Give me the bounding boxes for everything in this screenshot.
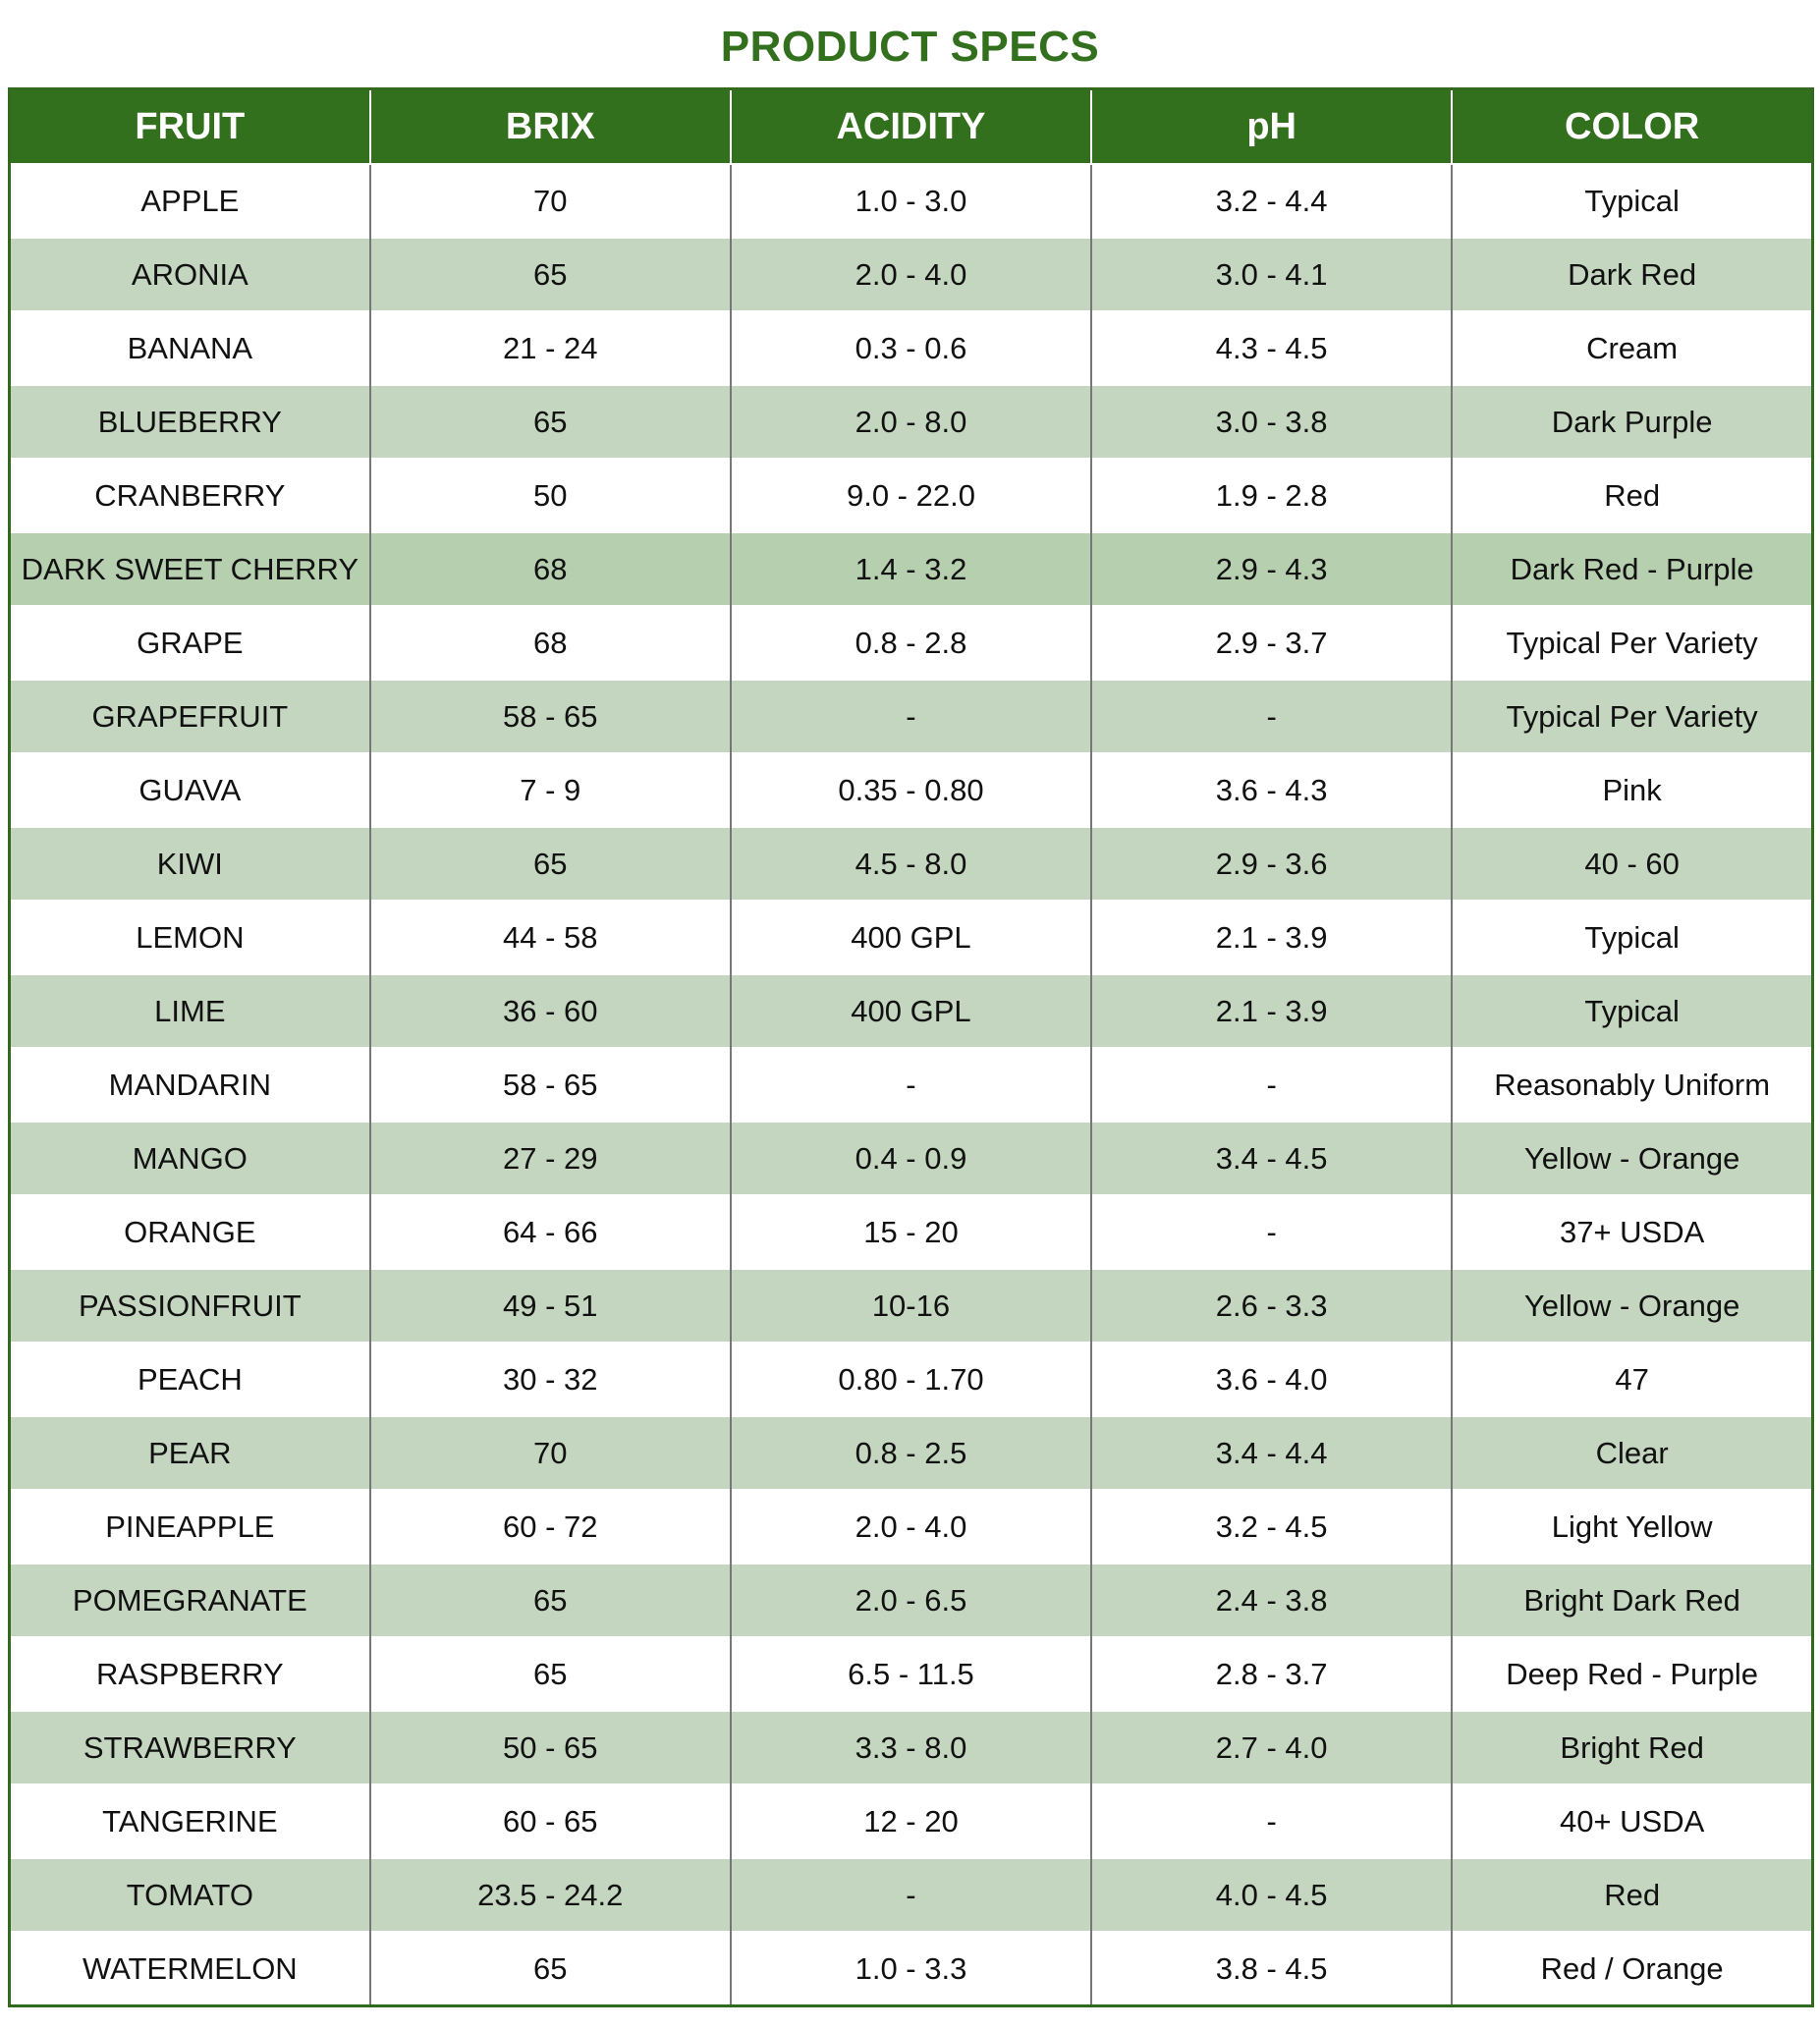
brix-cell: 50: [370, 459, 731, 532]
ph-cell: 3.4 - 4.4: [1091, 1416, 1452, 1490]
column-header-brix: BRIX: [370, 89, 731, 165]
color-cell: Deep Red - Purple: [1452, 1637, 1812, 1711]
color-cell: Typical: [1452, 974, 1812, 1048]
fruit-cell: GUAVA: [10, 753, 370, 827]
brix-cell: 58 - 65: [370, 680, 731, 753]
ph-cell: 4.3 - 4.5: [1091, 311, 1452, 385]
ph-cell: 2.9 - 3.6: [1091, 827, 1452, 901]
column-header-color: COLOR: [1452, 89, 1812, 165]
brix-cell: 60 - 65: [370, 1784, 731, 1858]
table-row: [10, 1343, 1813, 1416]
color-cell: Red: [1452, 1858, 1812, 1932]
table-body: [10, 164, 1813, 2006]
ph-cell: 3.6 - 4.3: [1091, 753, 1452, 827]
ph-cell: 2.9 - 3.7: [1091, 606, 1452, 680]
fruit-cell: PASSIONFRUIT: [10, 1269, 370, 1343]
ph-cell: 2.8 - 3.7: [1091, 1637, 1452, 1711]
fruit-cell: BLUEBERRY: [10, 385, 370, 459]
color-cell: 37+ USDA: [1452, 1195, 1812, 1269]
table-row: [10, 1490, 1813, 1564]
acidity-cell: 6.5 - 11.5: [731, 1637, 1091, 1711]
brix-cell: 65: [370, 827, 731, 901]
fruit-cell: PEACH: [10, 1343, 370, 1416]
color-cell: Typical Per Variety: [1452, 680, 1812, 753]
fruit-cell: LIME: [10, 974, 370, 1048]
column-header-acidity: ACIDITY: [731, 89, 1091, 165]
color-cell: Typical: [1452, 164, 1812, 238]
acidity-cell: 2.0 - 4.0: [731, 1490, 1091, 1564]
product-specs-table: [8, 87, 1814, 2007]
brix-cell: 70: [370, 1416, 731, 1490]
acidity-cell: -: [731, 680, 1091, 753]
column-header-fruit: FRUIT: [10, 89, 370, 165]
table-row: [10, 238, 1813, 311]
acidity-cell: 400 GPL: [731, 974, 1091, 1048]
brix-cell: 49 - 51: [370, 1269, 731, 1343]
color-cell: 40 - 60: [1452, 827, 1812, 901]
table-header: [10, 89, 1813, 165]
page-title: PRODUCT SPECS: [720, 23, 1100, 71]
brix-cell: 65: [370, 238, 731, 311]
table-row: [10, 459, 1813, 532]
acidity-cell: 9.0 - 22.0: [731, 459, 1091, 532]
acidity-cell: 0.3 - 0.6: [731, 311, 1091, 385]
fruit-cell: PINEAPPLE: [10, 1490, 370, 1564]
ph-cell: 2.9 - 4.3: [1091, 532, 1452, 606]
color-cell: Typical: [1452, 901, 1812, 974]
color-cell: Yellow - Orange: [1452, 1122, 1812, 1195]
table-row: [10, 1784, 1813, 1858]
color-cell: Reasonably Uniform: [1452, 1048, 1812, 1122]
table-row: [10, 1637, 1813, 1711]
brix-cell: 7 - 9: [370, 753, 731, 827]
table-row: [10, 164, 1813, 238]
acidity-cell: 0.4 - 0.9: [731, 1122, 1091, 1195]
color-cell: 40+ USDA: [1452, 1784, 1812, 1858]
table-row: [10, 1195, 1813, 1269]
fruit-cell: CRANBERRY: [10, 459, 370, 532]
fruit-cell: GRAPE: [10, 606, 370, 680]
table-row: [10, 1048, 1813, 1122]
table-row: [10, 827, 1813, 901]
brix-cell: 65: [370, 1564, 731, 1637]
brix-cell: 21 - 24: [370, 311, 731, 385]
brix-cell: 65: [370, 1637, 731, 1711]
table-row: [10, 311, 1813, 385]
brix-cell: 70: [370, 164, 731, 238]
acidity-cell: 15 - 20: [731, 1195, 1091, 1269]
ph-cell: 2.4 - 3.8: [1091, 1564, 1452, 1637]
color-cell: Bright Dark Red: [1452, 1564, 1812, 1637]
acidity-cell: 4.5 - 8.0: [731, 827, 1091, 901]
ph-cell: 2.1 - 3.9: [1091, 974, 1452, 1048]
column-header-ph: pH: [1091, 89, 1452, 165]
ph-cell: -: [1091, 1195, 1452, 1269]
table-row: [10, 385, 1813, 459]
acidity-cell: 0.8 - 2.5: [731, 1416, 1091, 1490]
acidity-cell: 1.0 - 3.3: [731, 1932, 1091, 2006]
ph-cell: 4.0 - 4.5: [1091, 1858, 1452, 1932]
acidity-cell: 2.0 - 8.0: [731, 385, 1091, 459]
ph-cell: 3.8 - 4.5: [1091, 1932, 1452, 2006]
color-cell: Cream: [1452, 311, 1812, 385]
acidity-cell: 0.35 - 0.80: [731, 753, 1091, 827]
color-cell: Dark Purple: [1452, 385, 1812, 459]
ph-cell: 2.6 - 3.3: [1091, 1269, 1452, 1343]
color-cell: Typical Per Variety: [1452, 606, 1812, 680]
color-cell: Bright Red: [1452, 1711, 1812, 1784]
color-cell: Dark Red - Purple: [1452, 532, 1812, 606]
header-row: [10, 89, 1813, 165]
acidity-cell: 2.0 - 4.0: [731, 238, 1091, 311]
fruit-cell: LEMON: [10, 901, 370, 974]
fruit-cell: MANGO: [10, 1122, 370, 1195]
ph-cell: -: [1091, 1048, 1452, 1122]
color-cell: Red: [1452, 459, 1812, 532]
brix-cell: 27 - 29: [370, 1122, 731, 1195]
color-cell: Yellow - Orange: [1452, 1269, 1812, 1343]
ph-cell: 3.0 - 4.1: [1091, 238, 1452, 311]
acidity-cell: 0.80 - 1.70: [731, 1343, 1091, 1416]
fruit-cell: KIWI: [10, 827, 370, 901]
acidity-cell: 3.3 - 8.0: [731, 1711, 1091, 1784]
table-row: [10, 680, 1813, 753]
fruit-cell: GRAPEFRUIT: [10, 680, 370, 753]
fruit-cell: BANANA: [10, 311, 370, 385]
ph-cell: 3.2 - 4.5: [1091, 1490, 1452, 1564]
table-row: [10, 901, 1813, 974]
ph-cell: 3.2 - 4.4: [1091, 164, 1452, 238]
color-cell: Clear: [1452, 1416, 1812, 1490]
table-row: [10, 753, 1813, 827]
brix-cell: 44 - 58: [370, 901, 731, 974]
table-row: [10, 1122, 1813, 1195]
table-row: [10, 1269, 1813, 1343]
brix-cell: 65: [370, 385, 731, 459]
acidity-cell: -: [731, 1858, 1091, 1932]
ph-cell: -: [1091, 680, 1452, 753]
fruit-cell: APPLE: [10, 164, 370, 238]
acidity-cell: 2.0 - 6.5: [731, 1564, 1091, 1637]
table-row: [10, 1858, 1813, 1932]
brix-cell: 68: [370, 606, 731, 680]
acidity-cell: -: [731, 1048, 1091, 1122]
fruit-cell: TANGERINE: [10, 1784, 370, 1858]
table-row: [10, 1564, 1813, 1637]
brix-cell: 60 - 72: [370, 1490, 731, 1564]
fruit-cell: MANDARIN: [10, 1048, 370, 1122]
brix-cell: 68: [370, 532, 731, 606]
table-row: [10, 532, 1813, 606]
table-row: [10, 606, 1813, 680]
brix-cell: 23.5 - 24.2: [370, 1858, 731, 1932]
ph-cell: 2.1 - 3.9: [1091, 901, 1452, 974]
table-row: [10, 1711, 1813, 1784]
color-cell: Light Yellow: [1452, 1490, 1812, 1564]
fruit-cell: DARK SWEET CHERRY: [10, 532, 370, 606]
brix-cell: 64 - 66: [370, 1195, 731, 1269]
acidity-cell: 10-16: [731, 1269, 1091, 1343]
brix-cell: 65: [370, 1932, 731, 2006]
color-cell: Pink: [1452, 753, 1812, 827]
ph-cell: 2.7 - 4.0: [1091, 1711, 1452, 1784]
acidity-cell: 12 - 20: [731, 1784, 1091, 1858]
table-row: [10, 1932, 1813, 2006]
table-row: [10, 1416, 1813, 1490]
fruit-cell: WATERMELON: [10, 1932, 370, 2006]
brix-cell: 58 - 65: [370, 1048, 731, 1122]
table-row: [10, 974, 1813, 1048]
acidity-cell: 400 GPL: [731, 901, 1091, 974]
ph-cell: 3.6 - 4.0: [1091, 1343, 1452, 1416]
color-cell: 47: [1452, 1343, 1812, 1416]
fruit-cell: STRAWBERRY: [10, 1711, 370, 1784]
fruit-cell: RASPBERRY: [10, 1637, 370, 1711]
fruit-cell: PEAR: [10, 1416, 370, 1490]
ph-cell: 3.0 - 3.8: [1091, 385, 1452, 459]
ph-cell: 1.9 - 2.8: [1091, 459, 1452, 532]
ph-cell: 3.4 - 4.5: [1091, 1122, 1452, 1195]
color-cell: Red / Orange: [1452, 1932, 1812, 2006]
acidity-cell: 1.4 - 3.2: [731, 532, 1091, 606]
ph-cell: -: [1091, 1784, 1452, 1858]
brix-cell: 30 - 32: [370, 1343, 731, 1416]
fruit-cell: POMEGRANATE: [10, 1564, 370, 1637]
fruit-cell: TOMATO: [10, 1858, 370, 1932]
acidity-cell: 1.0 - 3.0: [731, 164, 1091, 238]
brix-cell: 50 - 65: [370, 1711, 731, 1784]
fruit-cell: ARONIA: [10, 238, 370, 311]
fruit-cell: ORANGE: [10, 1195, 370, 1269]
color-cell: Dark Red: [1452, 238, 1812, 311]
acidity-cell: 0.8 - 2.8: [731, 606, 1091, 680]
brix-cell: 36 - 60: [370, 974, 731, 1048]
